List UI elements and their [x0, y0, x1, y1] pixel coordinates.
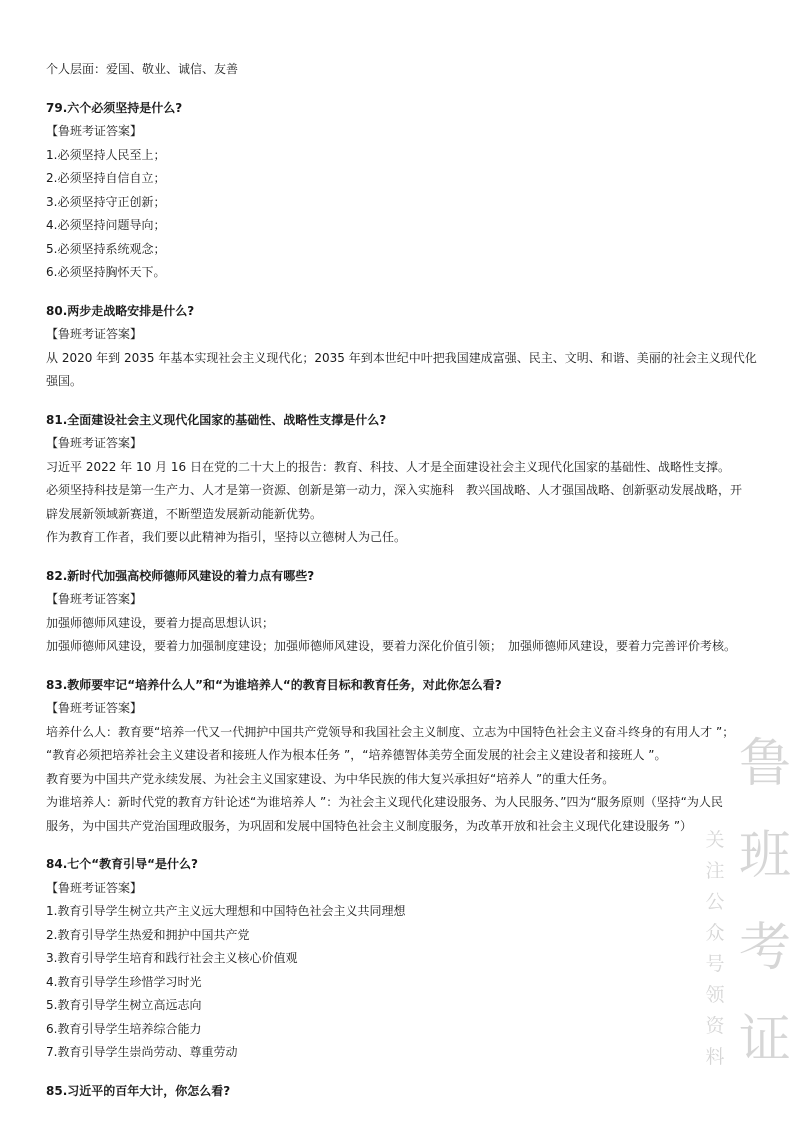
watermark-char: 班 — [738, 826, 791, 886]
answer-tag: 【鲁班考证答案】 — [46, 592, 143, 606]
question-title: 85.习近平的百年大计，你怎么看? — [46, 1083, 231, 1098]
watermark-slogan — [703, 825, 727, 1073]
watermark-char: 注 — [705, 860, 725, 882]
watermark-char: 料 — [705, 1046, 725, 1068]
answer-line: 7.教育引导学生崇尚劳动、尊重劳动 — [46, 1045, 238, 1059]
question-82 — [46, 565, 758, 659]
answer-line: 2.必须坚持自信自立； — [46, 171, 166, 185]
question-title: 82.新时代加强高校师德师风建设的着力点有哪些? — [46, 568, 315, 583]
answer-line: 加强师德师风建设，要着力提高思想认识； — [46, 615, 275, 630]
watermark-char: 号 — [705, 953, 725, 975]
answer-line: 3.教育引导学生培育和践行社会主义核心价值观 — [46, 951, 298, 965]
answer-line: 教育要为中国共产党永续发展、为社会主义国家建设、为中华民族的伟大复兴承担好“培养人 ”的重大任务。 — [46, 771, 615, 786]
answer-tag: 【鲁班考证答案】 — [46, 327, 143, 341]
answer-tag: 【鲁班考证答案】 — [46, 436, 143, 450]
watermark-char: 关 — [705, 829, 725, 851]
watermark-char: 领 — [705, 984, 725, 1006]
answer-line: 强国。 — [46, 374, 83, 388]
answer-line: 辟发展新领域新赛道，不断塑造发展新动能新优势。 — [46, 506, 323, 521]
question-title: 80.两步走战略安排是什么? — [46, 303, 195, 318]
answer-line: 6.教育引导学生培养综合能力 — [46, 1021, 202, 1036]
answer-line: 作为教育工作者，我们要以此精神为指引，坚持以立德树人为己任。 — [46, 530, 407, 544]
answer-line: 从 2020 年到 2035 年基本实现社会主义现代化；2035 年到本世纪中叶把我国建成富强、民主、文明、和谐、美丽的社会主义现代化 — [46, 350, 757, 365]
answer-line: 培养什么人：教育要“培养一代又一代拥护中国共产党领导和我国社会主义制度、立志为中国特色社会主义奋斗终身的有用人才 ”； — [46, 724, 735, 739]
question-title: 79.六个必须坚持是什么? — [46, 100, 183, 115]
question-80 — [46, 300, 758, 394]
question-title: 84.七个“教育引导“是什么? — [46, 857, 198, 871]
answer-line: 5.教育引导学生树立高远志向 — [46, 998, 202, 1012]
watermark-char: 考 — [738, 918, 791, 978]
answer-line: 6.必须坚持胸怀天下。 — [46, 265, 166, 279]
answer-line: 3.必须坚持守正创新； — [46, 194, 166, 209]
answer-line: 1.必须坚持人民至上； — [46, 147, 166, 162]
question-81 — [46, 409, 758, 550]
answer-line: 为谁培养人：新时代党的教育方针论述“为谁培养人 ”：为社会主义现代化建设服务、为人民服务、”四为“服务原则（坚持“为人民 — [46, 795, 723, 809]
document-body — [46, 58, 758, 1103]
question-84 — [46, 853, 758, 1065]
question-83 — [46, 674, 758, 839]
question-title: 83.教师要牢记“培养什么人”和“为谁培养人“的教育目标和教育任务，对此你怎么看? — [46, 677, 502, 692]
question-85 — [46, 1080, 758, 1104]
watermark-char: 公 — [705, 891, 725, 913]
answer-line: 加强师德师风建设，要着力加强制度建设；加强师德师风建设，要着力深化价值引领； 加强师德师风建设，要着力完善评价考核。 — [46, 639, 737, 653]
answer-line: 服务，为中国共产党治国理政服务，为巩固和发展中国特色社会主义制度服务，为改革开放和社会主义现代化建设服务 ”） — [46, 818, 693, 833]
answer-tag: 【鲁班考证答案】 — [46, 124, 143, 138]
question-79 — [46, 97, 758, 285]
answer-line: 2.教育引导学生热爱和拥护中国共产党 — [46, 927, 250, 942]
answer-line: “教育必须把培养社会主义建设者和接班人作为根本任务 ”，“培养德智体美劳全面发展的社会主义建设者和接班人 ”。 — [46, 748, 667, 762]
answer-line: 4.教育引导学生珍惜学习时光 — [46, 974, 202, 989]
answer-tag: 【鲁班考证答案】 — [46, 701, 143, 715]
answer-line: 1.教育引导学生树立共产主义远大理想和中国特色社会主义共同理想 — [46, 904, 406, 918]
watermark-char: 众 — [705, 922, 725, 944]
answer-line: 5.必须坚持系统观念； — [46, 241, 166, 256]
answer-line: 必须坚持科技是第一生产力、人才是第一资源、创新是第一动力，深入实施科 教兴国战略、人才强国战略、创新驱动发展战略，开 — [46, 483, 743, 497]
watermark-char: 证 — [738, 1010, 791, 1070]
watermark-brand — [735, 718, 795, 1086]
answer-line: 4.必须坚持问题导向； — [46, 218, 166, 232]
top-line: 个人层面：爱国、敬业、诚信、友善 — [46, 62, 239, 76]
answer-tag: 【鲁班考证答案】 — [46, 880, 143, 895]
watermark-char: 资 — [705, 1015, 725, 1037]
watermark-char: 鲁 — [738, 734, 791, 794]
answer-line: 习近平 2022 年 10 月 16 日在党的二十大上的报告：教育、科技、人才是全面建设社会主义现代化国家的基础性、战略性支撑。 — [46, 459, 730, 474]
question-title: 81.全面建设社会主义现代化国家的基础性、战略性支撑是什么? — [46, 412, 387, 427]
